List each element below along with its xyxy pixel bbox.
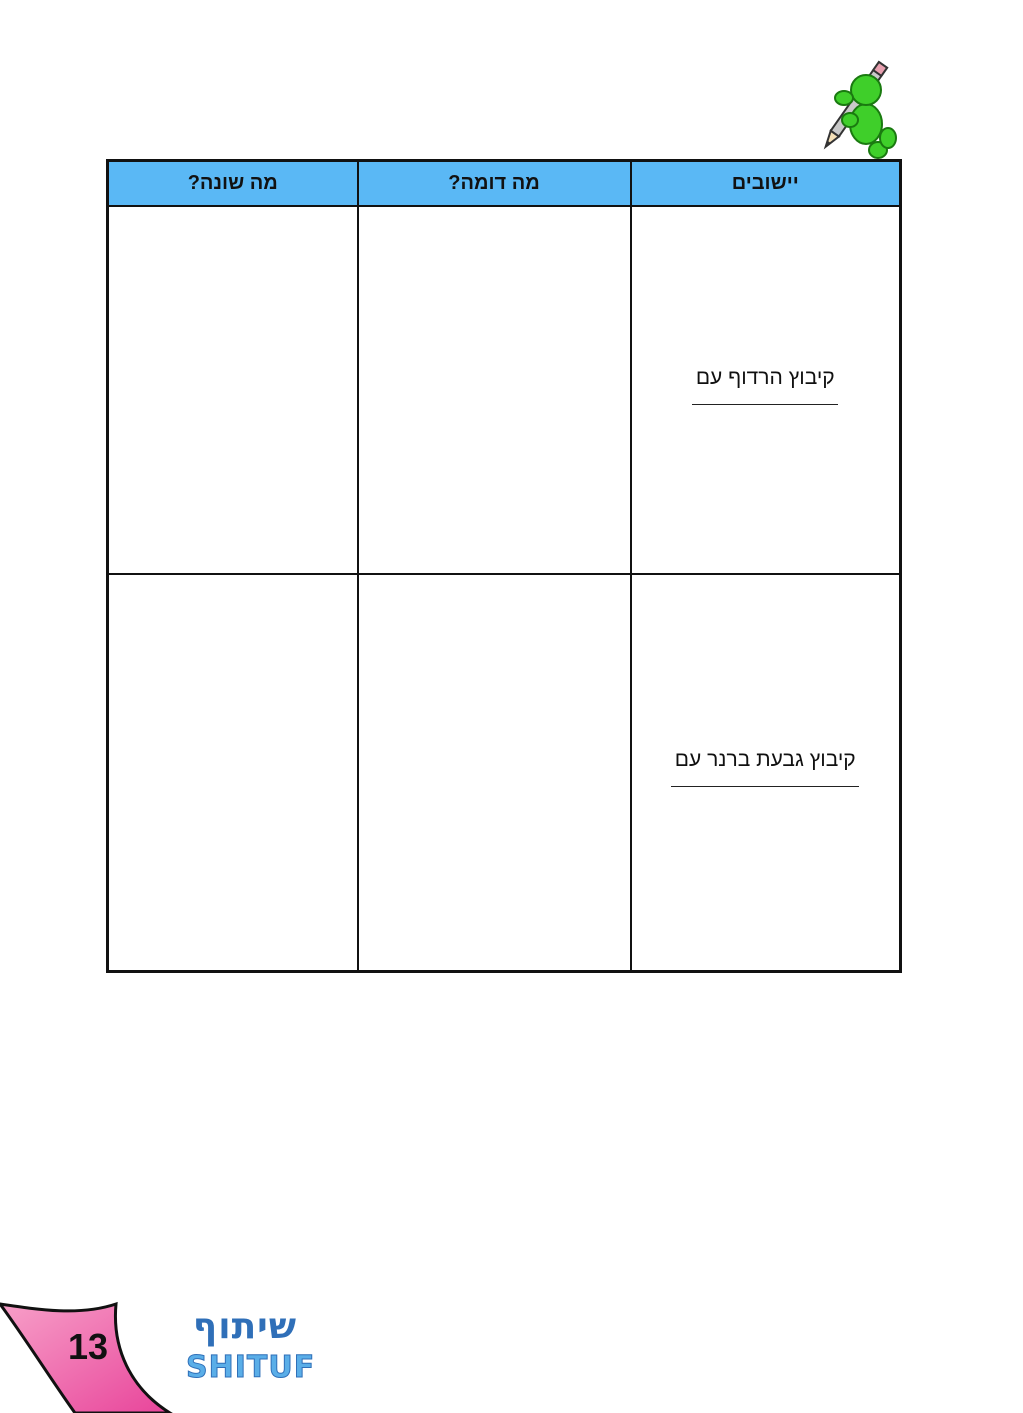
page-number: 13 [67,1326,109,1367]
table-row [108,206,901,574]
different-answer-cell[interactable] [108,574,358,972]
header-settlements: יישובים [631,161,901,207]
table-header-row [108,161,901,207]
similar-answer-cell[interactable] [358,574,631,972]
fill-in-blank-line[interactable] [692,404,838,405]
settlement-cell [631,206,901,574]
settlement-label: קיבוץ הרדוף עם [695,365,835,389]
header-what-is-similar: מה דומה? [358,161,631,207]
table-row [108,574,901,972]
logo-hebrew-text: שיתוף [192,1306,298,1347]
shituf-logo [186,1306,316,1392]
similar-answer-cell[interactable] [358,206,631,574]
fill-in-blank-line[interactable] [671,786,859,787]
settlement-cell [631,574,901,972]
header-what-is-different: מה שונה? [108,161,358,207]
mascot-pencil-icon [806,52,902,164]
comparison-table [106,159,902,973]
logo-latin-text: SHITUF [186,1350,316,1385]
settlement-label: קיבוץ גבעת ברנר עם [674,748,856,771]
different-answer-cell[interactable] [108,206,358,574]
